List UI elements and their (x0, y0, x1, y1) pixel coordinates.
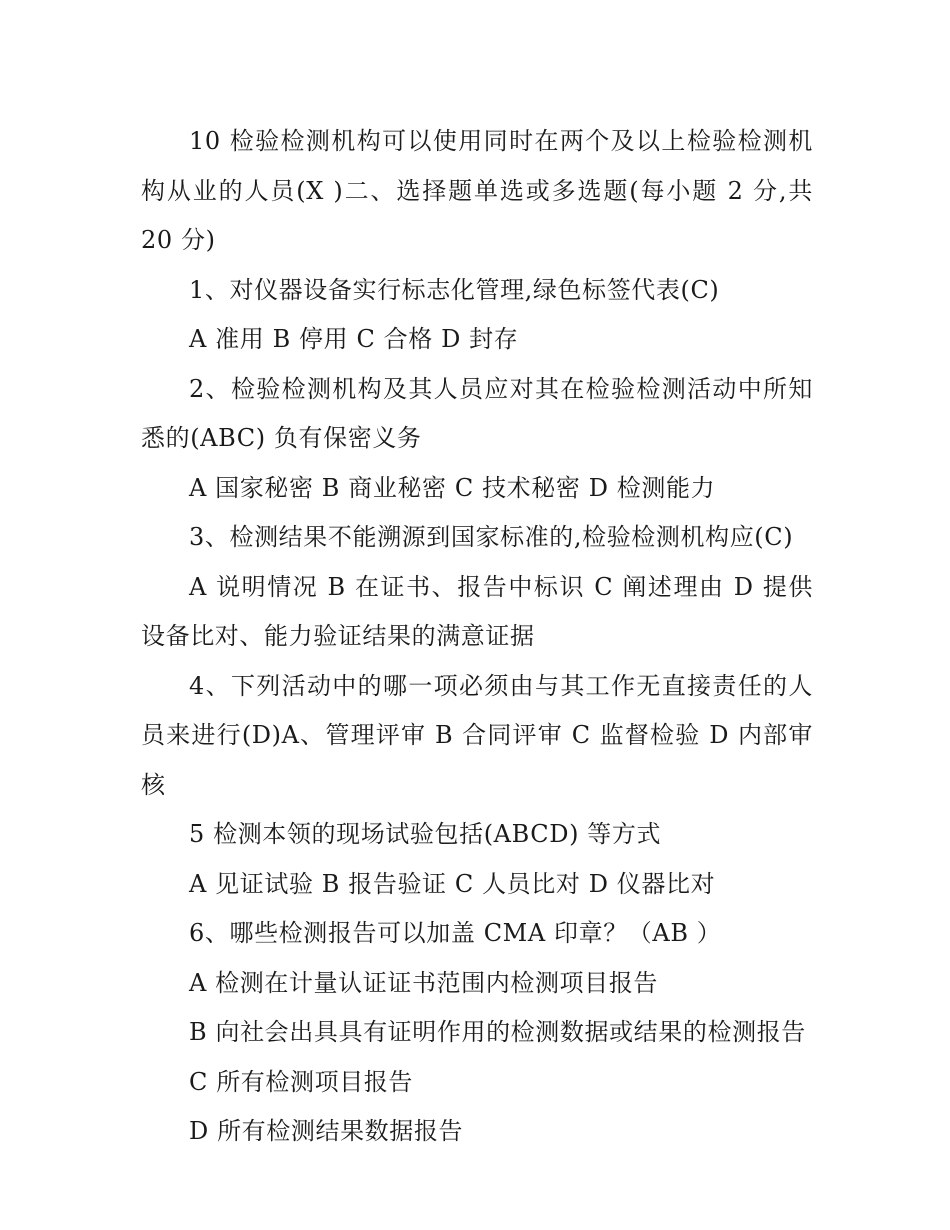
paragraph-option-6c: C 所有检测项目报告 (189, 1067, 413, 1096)
paragraph-question-10: 10 检验检测机构可以使用同时在两个及以上检验检测机构从业的人员(X )二、选择题单选或多选题(每小题 2 分,共 20 分) (141, 127, 813, 254)
paragraph-question-4: 4、下列活动中的哪一项必须由与其工作无直接责任的人员来进行(D)A、管理评审 B 合同评审 C 监督检验 D 内部审核 (141, 671, 813, 799)
paragraph-options-5: A 见证试验 B 报告验证 C 人员比对 D 仪器比对 (189, 869, 716, 898)
paragraph-question-2: 2、检验检测机构及其人员应对其在检验检测活动中所知悉的(ABC) 负有保密义务 (141, 374, 813, 452)
document-body (141, 117, 813, 1157)
paragraph-option-6b: B 向社会出具具有证明作用的检测数据或结果的检测报告 (189, 1018, 806, 1046)
paragraph-option-6d: D 所有检测结果数据报告 (189, 1117, 464, 1145)
paragraph-question-3: 3、检测结果不能溯源到国家标准的,检验检测机构应(C) (189, 523, 794, 551)
paragraph-question-5: 5 检测本领的现场试验包括(ABCD) 等方式 (189, 820, 662, 848)
paragraph-options-1: A 准用 B 停用 C 合格 D 封存 (189, 325, 519, 353)
paragraph-question-6: 6、哪些检测报告可以加盖 CMA 印章？（AB ） (189, 919, 722, 947)
paragraph-question-1: 1、对仪器设备实行标志化管理,绿色标签代表(C) (189, 275, 720, 304)
paragraph-options-3: A 说明情况 B 在证书、报告中标识 C 阐述理由 D 提供设备比对、能力验证结果的满意证据 (141, 572, 813, 650)
paragraph-option-6a: A 检测在计量认证证书范围内检测项目报告 (189, 968, 658, 997)
paragraph-options-2: A 国家秘密 B 商业秘密 C 技术秘密 D 检测能力 (189, 473, 716, 502)
